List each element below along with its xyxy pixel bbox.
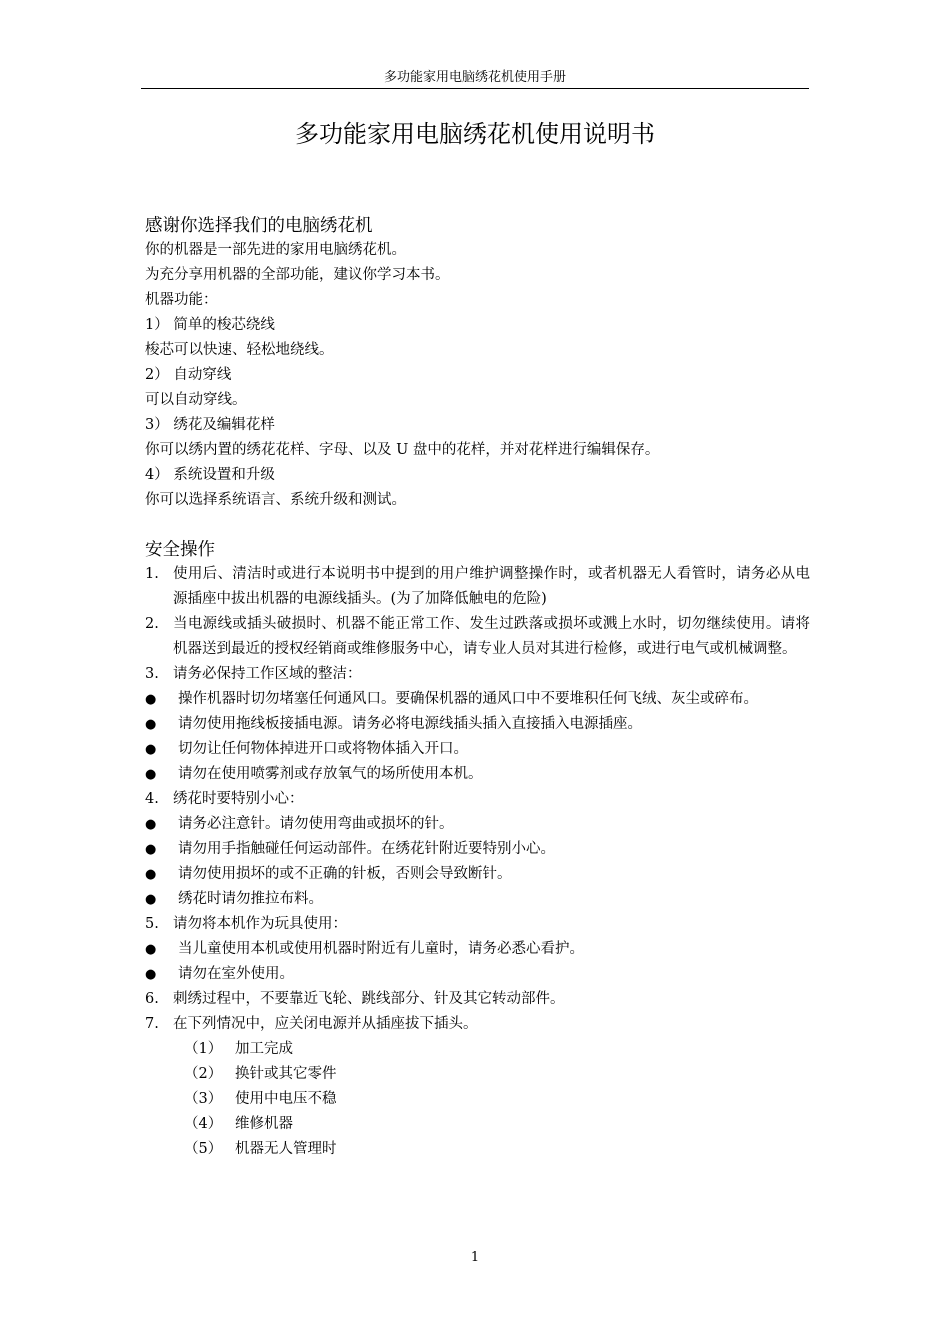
document-title: 多功能家用电脑绣花机使用说明书 [295,120,655,148]
bullet-text: 操作机器时切勿堵塞任何通风口。要确保机器的通风口中不要堆积任何飞绒、灰尘或碎布。 [178,691,758,707]
sub-item-text: 使用中电压不稳 [235,1091,337,1107]
sub-item-number: （4） [184,1116,223,1132]
bullet-item [145,812,810,837]
bullet-item [145,687,810,712]
bullet-text: 当儿童使用本机或使用机器时附近有儿童时，请务必悉心看护。 [178,941,584,957]
sub-item [145,1062,810,1087]
safety-item [145,612,810,662]
feature-heading: 3） 绣花及编辑花样 [145,417,275,433]
bullet-icon: ● [145,692,157,707]
sub-item-text: 换针或其它零件 [235,1066,337,1082]
feature-description: 你可以选择系统语言、系统升级和测试。 [145,492,406,508]
bullet-icon: ● [145,942,157,957]
sub-item-text: 机器无人管理时 [235,1141,337,1157]
item-text: 当电源线或插头破损时、机器不能正常工作、发生过跌落或损坏或溅上水时，切勿继续使用。请将机器送到最近的授权经销商或维修服务中心，请专业人员对其进行检修，或进行电气或机械调整。 [173,616,810,657]
bullet-icon: ● [145,817,157,832]
feature-description: 可以自动穿线。 [145,392,247,408]
bullet-text: 请勿在室外使用。 [178,966,294,982]
bullet-icon: ● [145,767,157,782]
feature-heading: 2） 自动穿线 [145,367,232,383]
bullet-item [145,962,810,987]
bullet-icon: ● [145,742,157,757]
bullet-text: 请勿使用拖线板接插电源。请务必将电源线插头插入直接插入电源插座。 [178,716,642,732]
safety-item [145,987,810,1012]
safety-heading: 安全操作 [145,540,215,560]
bullet-text: 请勿在使用喷雾剂或存放氧气的场所使用本机。 [178,766,483,782]
bullet-icon: ● [145,717,157,732]
sub-item-number: （5） [184,1141,223,1157]
header-rule [141,88,809,89]
item-text: 使用后、清洁时或进行本说明书中提到的用户维护调整操作时，或者机器无人看管时，请务必从电源插座中拔出机器的电源线插头。(为了加降低触电的危险) [173,566,810,607]
bullet-text: 请勿用手指触碰任何运动部件。在绣花针附近要特别小心。 [178,841,555,857]
bullet-item [145,937,810,962]
bullet-text: 请勿使用损坏的或不正确的针板，否则会导致断针。 [178,866,512,882]
safety-item [145,662,810,687]
item-number: 7. [145,1016,159,1032]
sub-item-text: 加工完成 [235,1041,293,1057]
bullet-icon: ● [145,892,157,907]
sub-item-number: （3） [184,1091,223,1107]
item-text: 刺绣过程中，不要靠近飞轮、跳线部分、针及其它转动部件。 [173,991,565,1007]
bullet-item [145,837,810,862]
bullet-item [145,887,810,912]
safety-item [145,787,810,812]
item-number: 3. [145,666,159,682]
intro-line: 为充分享用机器的全部功能，建议你学习本书。 [145,267,450,283]
feature-heading: 4） 系统设置和升级 [145,467,275,483]
running-header: 多功能家用电脑绣花机使用手册 [383,70,566,85]
bullet-text: 切勿让任何物体掉进开口或将物体插入开口。 [178,741,468,757]
feature-description: 你可以绣内置的绣花花样、字母、以及 U 盘中的花样，并对花样进行编辑保存。 [145,442,660,458]
feature-heading: 1） 简单的梭芯绕线 [145,317,275,333]
sub-item-text: 维修机器 [235,1116,293,1132]
item-text: 绣花时要特别小心： [173,791,304,807]
safety-section [145,538,810,1162]
intro-section [145,214,810,513]
safety-item [145,1012,810,1037]
intro-heading: 感谢你选择我们的电脑绣花机 [145,216,373,236]
bullet-item [145,862,810,887]
sub-item [145,1037,810,1062]
sub-item-number: （1） [184,1041,223,1057]
item-number: 6. [145,991,159,1007]
bullet-item [145,737,810,762]
item-text: 请务必保持工作区域的整洁： [173,666,362,682]
intro-line: 你的机器是一部先进的家用电脑绣花机。 [145,242,406,258]
item-text: 请勿将本机作为玩具使用： [173,916,347,932]
feature-description: 梭芯可以快速、轻松地绕线。 [145,342,334,358]
safety-item [145,562,810,612]
bullet-item [145,712,810,737]
sub-item [145,1112,810,1137]
item-text: 在下列情况中，应关闭电源并从插座拔下插头。 [173,1016,478,1032]
bullet-text: 绣花时请勿推拉布料。 [178,891,323,907]
sub-item [145,1087,810,1112]
item-number: 4. [145,791,159,807]
bullet-item [145,762,810,787]
sub-item-number: （2） [184,1066,223,1082]
safety-item [145,912,810,937]
bullet-icon: ● [145,967,157,982]
sub-item [145,1137,810,1162]
item-number: 5. [145,916,159,932]
bullet-icon: ● [145,867,157,882]
intro-line: 机器功能： [145,292,218,308]
page-number: 1 [470,1250,480,1265]
bullet-icon: ● [145,842,157,857]
bullet-text: 请务必注意针。请勿使用弯曲或损坏的针。 [178,816,454,832]
item-number: 2. [145,616,159,632]
item-number: 1. [145,566,159,582]
